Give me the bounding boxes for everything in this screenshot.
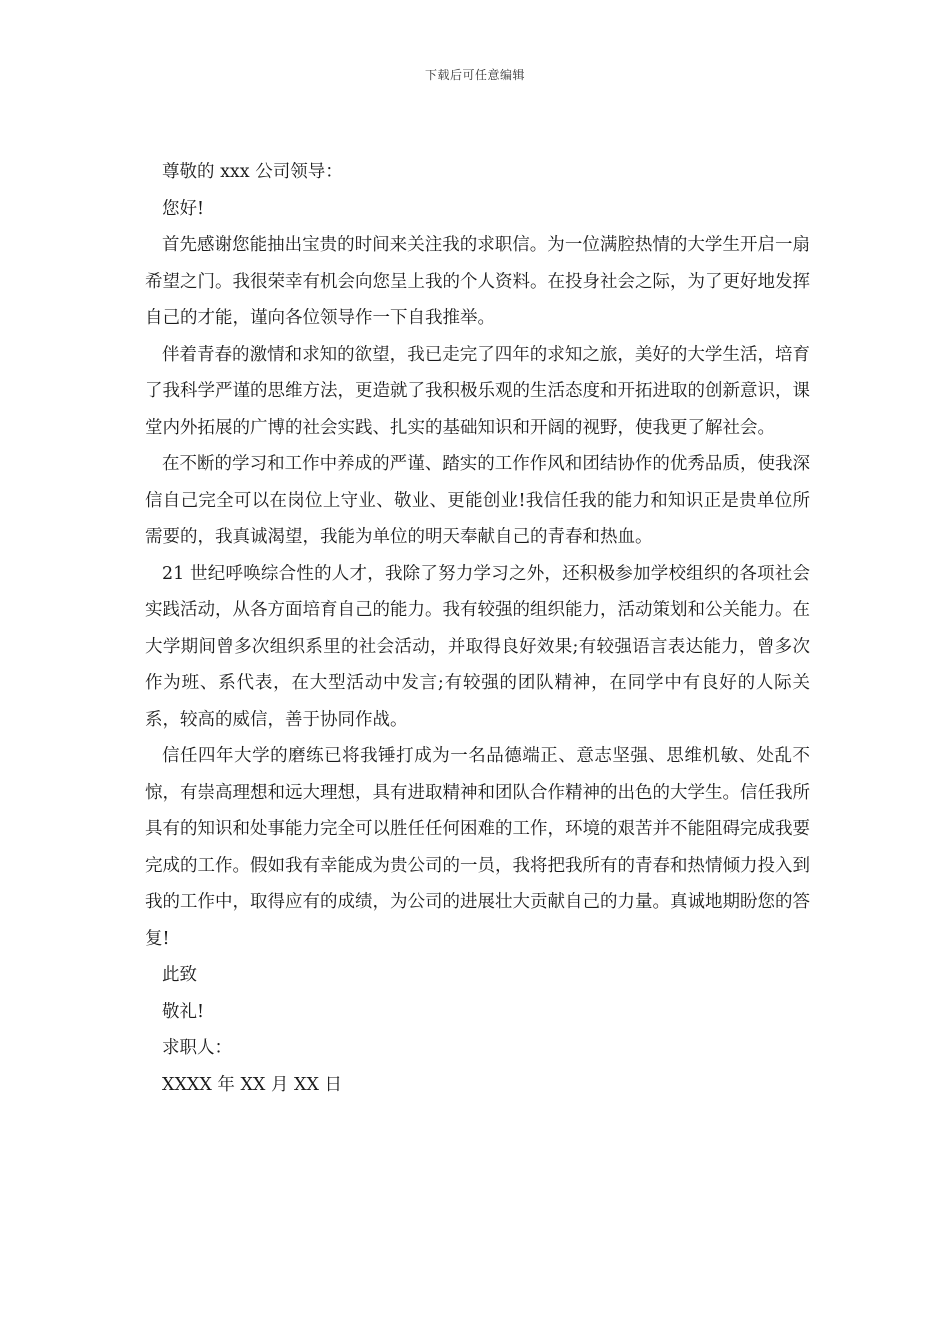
- body-paragraph-1: 首先感谢您能抽出宝贵的时间来关注我的求职信。为一位满腔热情的大学生开启一扇希望之门。我很荣幸有机会向您呈上我的个人资料。在投身社会之际，为了更好地发挥自己的才能，谨向各位领导作一下自我推举。: [145, 235, 810, 328]
- closing-line-1: 此致: [162, 965, 197, 985]
- greeting: 您好!: [162, 198, 205, 219]
- body-paragraph-3: 在不断的学习和工作中养成的严谨、踏实的工作作风和团结协作的优秀品质，使我深信自己完全可以在岗位上守业、敬业、更能创业!我信任我的能力和知识正是贵单位所需要的，我真诚渴望，我能为单位的明天奉献自己的青春和热血。: [145, 454, 810, 547]
- cover-letter: [145, 154, 810, 1103]
- closing-line-2: 敬礼!: [162, 1001, 205, 1022]
- signature-label: 求职人：: [162, 1038, 232, 1058]
- letter-date: XXXX 年 XX 月 XX 日: [162, 1074, 342, 1095]
- body-paragraph-4: 21 世纪呼唤综合性的人才，我除了努力学习之外，还积极参加学校组织的各项社会实践活动，从各方面培育自己的能力。我有较强的组织能力，活动策划和公关能力。在大学期间曾多次组织系里的社会活动，并取得良好效果;有较强语言表达能力，曾多次作为班、系代表，在大型活动中发言;有较强的团队精神，在同学中有良好的人际关系，较高的威信，善于协同作战。: [145, 563, 810, 730]
- page-header-note: 下载后可任意编辑: [424, 68, 525, 82]
- salutation: 尊敬的 xxx 公司领导：: [162, 162, 343, 182]
- body-paragraph-2: 伴着青春的激情和求知的欲望，我已走完了四年的求知之旅，美好的大学生活，培育了我科学严谨的思维方法，更造就了我积极乐观的生活态度和开拓进取的创新意识，课堂内外拓展的广博的社会实践、扎实的基础知识和开阔的视野，使我更了解社会。: [145, 344, 810, 438]
- body-paragraph-5: 信任四年大学的磨练已将我锤打成为一名品德端正、意志坚强、思维机敏、处乱不惊，有崇高理想和远大理想，具有进取精神和团队合作精神的出色的大学生。信任我所具有的知识和处事能力完全可以胜任任何困难的工作，环境的艰苦并不能阻碍完成我要完成的工作。假如我有幸能成为贵公司的一员，我将把我所有的青春和热情倾力投入到我的工作中，取得应有的成绩，为公司的进展壮大贡献自己的力量。真诚地期盼您的答复!: [145, 746, 810, 949]
